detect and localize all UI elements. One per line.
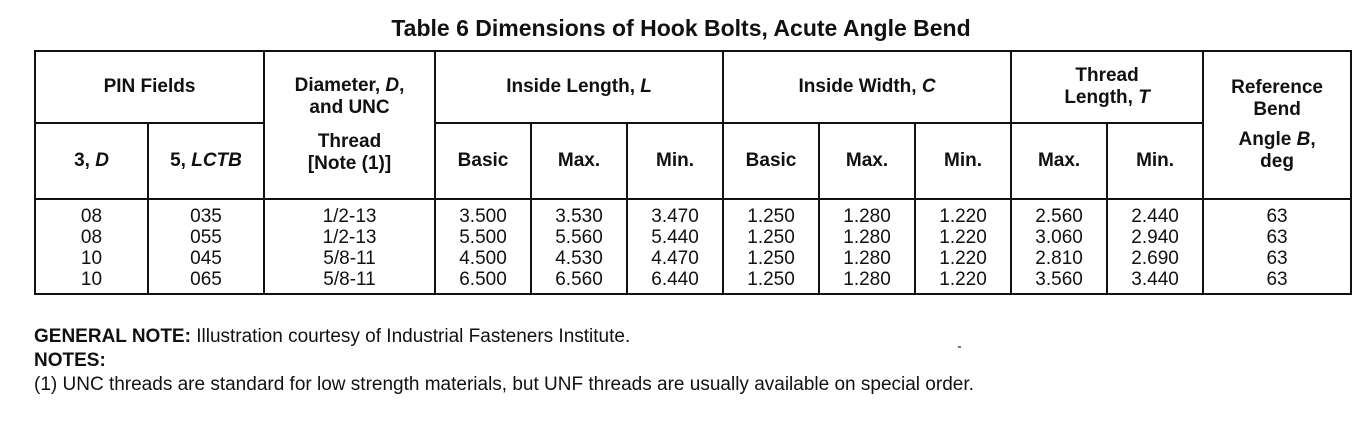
table-cell: 6.500 bbox=[435, 269, 531, 294]
table-cell: 3.530 bbox=[531, 199, 627, 227]
table-cell: 63 bbox=[1203, 227, 1351, 248]
table-cell: 1.250 bbox=[723, 227, 819, 248]
table-row bbox=[35, 227, 1351, 248]
table-cell: 08 bbox=[35, 227, 148, 248]
header-inside-width: Inside Width, C bbox=[723, 51, 1011, 123]
table-row bbox=[35, 199, 1351, 227]
table-cell: 2.440 bbox=[1107, 199, 1203, 227]
table-cell: 4.530 bbox=[531, 248, 627, 269]
table-cell: 035 bbox=[148, 199, 264, 227]
table-cell: 10 bbox=[35, 248, 148, 269]
table-cell: 5.560 bbox=[531, 227, 627, 248]
table-cell: 1/2-13 bbox=[264, 227, 435, 248]
table-cell: 3.060 bbox=[1011, 227, 1107, 248]
header-width-min: Min. bbox=[915, 123, 1011, 199]
table-cell: 1.250 bbox=[723, 248, 819, 269]
table-cell: 1.280 bbox=[819, 248, 915, 269]
table-cell: 5.440 bbox=[627, 227, 723, 248]
table-cell: 065 bbox=[148, 269, 264, 294]
table-cell: 63 bbox=[1203, 269, 1351, 294]
header-width-basic: Basic bbox=[723, 123, 819, 199]
table-cell: 3.470 bbox=[627, 199, 723, 227]
header-pin-5-lctb: 5, LCTB bbox=[148, 123, 264, 199]
table-cell: 4.470 bbox=[627, 248, 723, 269]
table-cell: 1.220 bbox=[915, 248, 1011, 269]
table-cell: 10 bbox=[35, 269, 148, 294]
note-1: (1) UNC threads are standard for low strength materials, but UNF threads are usually available on special order. bbox=[34, 374, 974, 395]
header-pin-3-d: 3, D bbox=[35, 123, 148, 199]
header-inside-length: Inside Length, L bbox=[435, 51, 723, 123]
table-cell: 08 bbox=[35, 199, 148, 227]
table-cell: 63 bbox=[1203, 248, 1351, 269]
table-cell: 1.220 bbox=[915, 269, 1011, 294]
table-title: Table 6 Dimensions of Hook Bolts, Acute Angle Bend bbox=[391, 15, 971, 41]
table-cell: 055 bbox=[148, 227, 264, 248]
header-pin-fields: PIN Fields bbox=[35, 51, 264, 123]
table-cell: 5.500 bbox=[435, 227, 531, 248]
table-cell: 045 bbox=[148, 248, 264, 269]
table-row bbox=[35, 248, 1351, 269]
table-cell: 3.500 bbox=[435, 199, 531, 227]
table-cell: 63 bbox=[1203, 199, 1351, 227]
table-cell: 3.440 bbox=[1107, 269, 1203, 294]
table-cell: 1.220 bbox=[915, 199, 1011, 227]
table-cell: 4.500 bbox=[435, 248, 531, 269]
header-diameter: Diameter, D, and UNC Thread [Note (1)] bbox=[264, 51, 435, 199]
table-cell: 6.560 bbox=[531, 269, 627, 294]
table-cell: 5/8-11 bbox=[264, 269, 435, 294]
header-length-basic: Basic bbox=[435, 123, 531, 199]
table-cell: 2.690 bbox=[1107, 248, 1203, 269]
table-cell: 1.280 bbox=[819, 227, 915, 248]
hook-bolt-dimensions-table bbox=[34, 50, 1352, 295]
table-notes bbox=[34, 325, 974, 397]
general-note: GENERAL NOTE: Illustration courtesy of Industrial Fasteners Institute. bbox=[34, 326, 631, 347]
notes-heading: NOTES: bbox=[34, 350, 106, 371]
table-cell: 2.940 bbox=[1107, 227, 1203, 248]
table-cell: 1.280 bbox=[819, 269, 915, 294]
header-thread-min: Min. bbox=[1107, 123, 1203, 199]
header-thread-max: Max. bbox=[1011, 123, 1107, 199]
header-width-max: Max. bbox=[819, 123, 915, 199]
header-length-max: Max. bbox=[531, 123, 627, 199]
table-cell: 1.250 bbox=[723, 269, 819, 294]
header-length-min: Min. bbox=[627, 123, 723, 199]
table-cell: 3.560 bbox=[1011, 269, 1107, 294]
table-cell: 6.440 bbox=[627, 269, 723, 294]
header-reference-bend-angle: Reference Bend Angle B, deg bbox=[1203, 51, 1351, 199]
table-cell: 5/8-11 bbox=[264, 248, 435, 269]
table-cell: 2.810 bbox=[1011, 248, 1107, 269]
table-cell: 1/2-13 bbox=[264, 199, 435, 227]
table-cell: 1.280 bbox=[819, 199, 915, 227]
header-thread-length: Thread Length, T bbox=[1011, 51, 1203, 123]
table-cell: 1.250 bbox=[723, 199, 819, 227]
stray-mark bbox=[958, 346, 961, 348]
table-row bbox=[35, 269, 1351, 294]
table-cell: 1.220 bbox=[915, 227, 1011, 248]
table-cell: 2.560 bbox=[1011, 199, 1107, 227]
